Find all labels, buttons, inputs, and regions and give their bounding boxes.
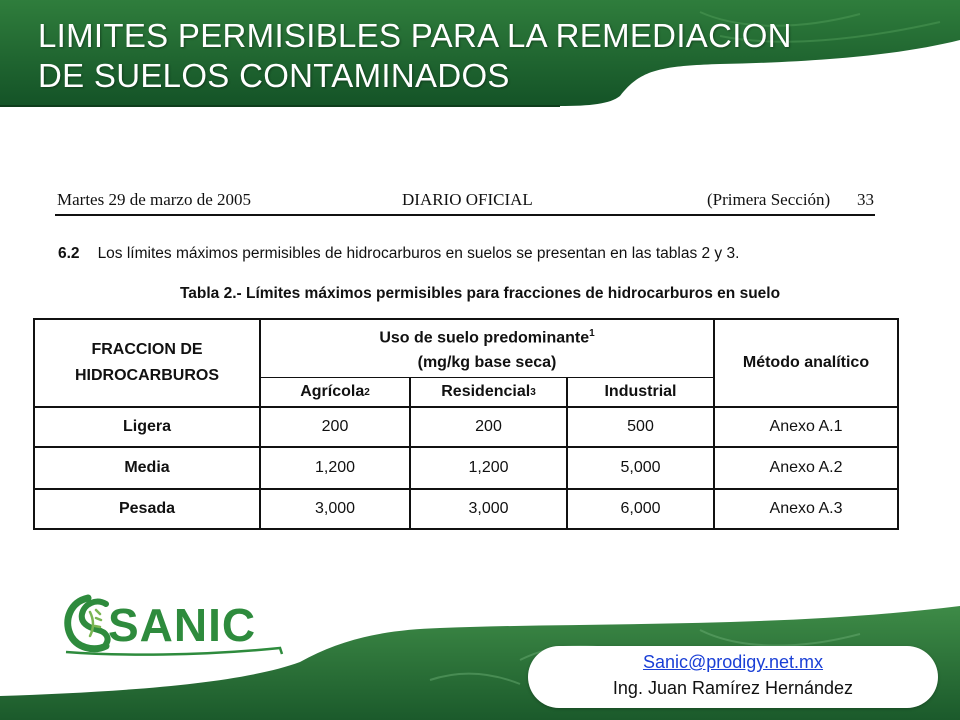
- logo-wordmark: SANIC: [108, 599, 257, 651]
- row-fraction: Pesada: [118, 500, 176, 517]
- row-residencial: 1,200: [468, 459, 509, 476]
- contact-email-link[interactable]: Sanic@prodigy.net.mx: [642, 652, 824, 672]
- row-method: Anexo A.3: [769, 500, 843, 517]
- slide-title-line2: DE SUELOS CONTAMINADOS: [38, 57, 510, 94]
- document-section: (Primera Sección): [707, 190, 831, 209]
- header-residencial-label: Residencial: [441, 383, 531, 400]
- limits-table: [33, 318, 899, 530]
- header-method: Método analítico: [742, 354, 870, 371]
- header-agricola: [261, 378, 409, 406]
- row-residencial: 3,000: [468, 500, 509, 517]
- header-fraction-line2: HIDROCARBUROS: [75, 367, 219, 384]
- document-date: Martes 29 de marzo de 2005: [57, 190, 252, 209]
- header-agricola-label: Agrícola: [300, 383, 365, 400]
- document-header: [57, 190, 875, 214]
- document-page-number: 33: [857, 190, 874, 209]
- header-land-use: [261, 320, 713, 377]
- row-industrial: 6,000: [620, 500, 661, 517]
- row-fraction: Media: [124, 459, 170, 476]
- section-text: Los límites máximos permisibles de hidrocarburos en suelos se presentan en las tablas 2 y 3.: [97, 245, 740, 262]
- document-header-rule: [55, 214, 875, 216]
- table-caption-prefix: Tabla 2.-: [179, 285, 242, 302]
- header-land-use-text: Uso de suelo predominante: [379, 329, 590, 347]
- section-paragraph: [58, 245, 739, 263]
- header-fraction-line1: FRACCION DE: [91, 341, 203, 358]
- slide-title-line1: LIMITES PERMISIBLES PARA LA REMEDIACION: [38, 17, 792, 54]
- section-number: 6.2: [58, 245, 80, 262]
- table-caption: [0, 285, 960, 303]
- header-fraction: [35, 320, 259, 406]
- row-industrial: 500: [627, 418, 654, 435]
- header-residencial: [411, 378, 566, 406]
- document-publication: DIARIO OFICIAL: [402, 190, 533, 209]
- header-industrial: [568, 378, 713, 406]
- header-residencial-footnote: 3: [530, 386, 536, 398]
- row-agricola: 200: [321, 418, 349, 435]
- row-industrial: 5,000: [620, 459, 661, 476]
- contact-name: Ing. Juan Ramírez Hernández: [612, 678, 854, 698]
- header-industrial-label: Industrial: [604, 383, 677, 400]
- header-land-use-line2: (mg/kg base seca): [417, 353, 557, 371]
- row-agricola: 3,000: [314, 500, 356, 517]
- header-land-use-line1: [379, 322, 594, 350]
- table-caption-text: Límites máximos permisibles para fracciones de hidrocarburos en suelo: [241, 285, 781, 302]
- row-method: Anexo A.2: [769, 459, 843, 476]
- row-agricola: 1,200: [314, 459, 356, 476]
- header-land-use-footnote: 1: [589, 328, 595, 340]
- row-fraction: Ligera: [122, 418, 171, 435]
- title-banner: [0, 0, 960, 112]
- header-agricola-footnote: 2: [364, 386, 370, 398]
- row-residencial: 200: [475, 418, 502, 435]
- contact-box: [528, 646, 938, 708]
- slide-title: [38, 16, 898, 96]
- row-method: Anexo A.1: [769, 418, 843, 435]
